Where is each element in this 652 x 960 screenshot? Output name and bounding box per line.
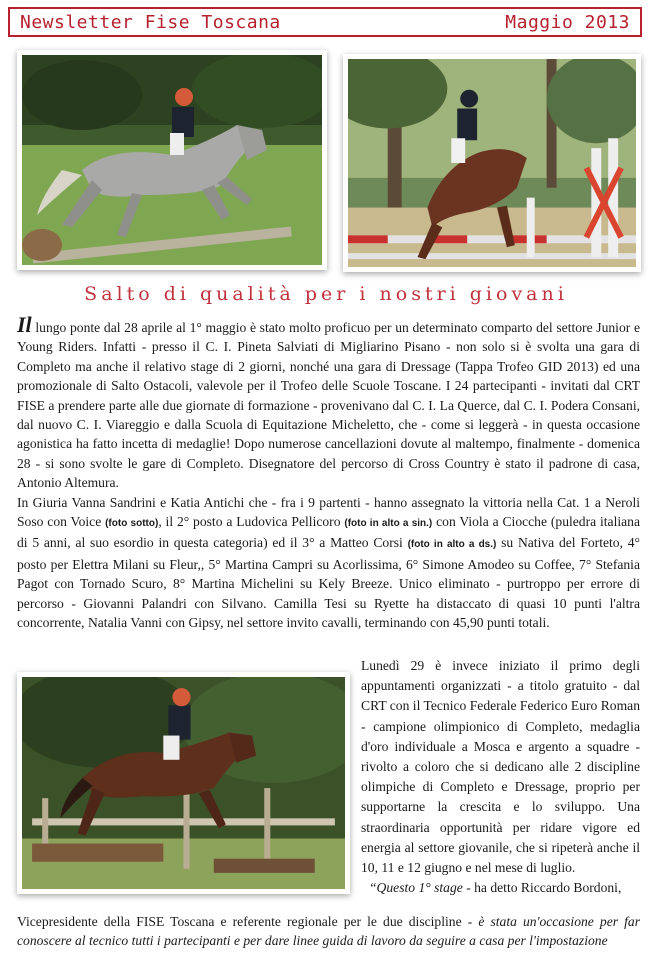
photo-note-below: (foto sotto) xyxy=(105,518,159,530)
newsletter-header xyxy=(8,7,642,37)
quote-text: è stata un'occasione per far conoscere al tecnico tutti i partecipanti e per dare linee guida di lavoro da seguire a casa per l'impostazione xyxy=(17,914,640,949)
paragraph-stage: Lunedì 29 è invece iniziato il primo degli appuntamenti organizzati - a titolo gratuito - dal CRT con il Tecnico Federale Federico Euro Roman - campione olimpionico di Completo, medaglia d'oro individuale a Mosca e argento a squadre - rivolto a coloro che si dedicano alle 2 discipline olimpiche di Completo e Dressage, proprio per supportarne la crescita e lo sviluppo. Una straordinaria opportunità per ridare vigore ed energia al settore giovanile, che si ripeterà anche il 10, 11 e 12 giugno e nel mese di luglio. xyxy=(361,658,640,876)
results-text-3: con Viola a Ciocche (puledra italiana di 5 anni, al suo esordio in questa categoria) ed il 3° a Matteo Corsi xyxy=(17,514,641,551)
newsletter-name: Newsletter Fise Toscana xyxy=(20,11,281,33)
paragraph-results xyxy=(17,493,640,633)
quote-attribution: - ha detto Riccardo Bordoni, xyxy=(462,880,622,896)
issue-date: Maggio 2013 xyxy=(505,11,630,33)
results-text-2: , il 2° posto a Ludovica Pellicoro xyxy=(158,514,345,530)
photo-bay-horse-jump xyxy=(343,54,641,272)
article-title: Salto di qualità per i nostri giovani xyxy=(84,283,568,305)
intro-text: lungo ponte dal 28 aprile al 1° maggio è stato molto proficuo per un determinato comparto del settore Junior e Young Riders. Infatti - presso il C. I. Pineta Salviati di Migliarino Pisano - non solo si è svolta una gara di Completo ma anche il relativo stage di 2 giorni, nonché una gara di Dressage (Tappa Trofeo GID 2013) ed una promozionale di Salto Ostacoli, valevole per il Trofeo delle Scuole Toscane. I 24 partecipanti - invitati dal CRT FISE a prendere parte alle due giornate di formazione - provenivano dal C. I. La Querce, dal C. I. Podera Consani, dal nuovo C. I. Viareggio e dalla Scuola di Equitazione Micheletto, che - come si leggerà - in questa occasione agonistica ha fatto incetta di medaglie! Dopo numerose cancellazioni dovute al maltempo, finalmente - domenica 28 - si sono svolte le gare di Completo. Disegnatore del percorso di Cross Country è stato il padrone di casa, Antonio Altemura. xyxy=(17,320,640,491)
paragraph-quote-start xyxy=(361,878,640,898)
article-tail xyxy=(17,912,640,951)
paragraph-quote xyxy=(17,912,640,951)
results-text-4: su Nativa del Forteto, 4° posto per Elettra Milani su Fleur,, 5° Martina Campri su Acorlissima, 6° Simone Amodeo su Coffee, 7° Stefania Pagot con Tornado Scuro, 8° Martina Michelini su Kely Breeze. Unico eliminato - purtroppo per errore di percorso - Giovanni Palandri con Silvano. Camilla Tesi su Ryette ha distaccato di quasi 10 punti l'altra concorrente, Natalia Vanni con Gipsy, nel settore invito cavalli, terminando con 45,90 punti totali. xyxy=(17,535,640,631)
photo-cross-country-jump xyxy=(17,672,350,894)
photo-note-top-right: (foto in alto a ds.) xyxy=(407,539,497,551)
article-body xyxy=(17,312,641,633)
quote-italic: “Questo 1° stage xyxy=(369,880,463,896)
quote-speaker: Vicepresidente della FISE Toscana e referente regionale per le due discipline - xyxy=(17,914,479,929)
results-text-1: In Giuria Vanna Sandrini e Katia Antichi che - fra i 9 partenti - hanno assegnato la vittoria nella Cat. 1 a Neroli Soso con Voice xyxy=(17,494,640,530)
side-column xyxy=(361,656,640,898)
photo-grey-horse-jump xyxy=(17,50,327,270)
photo-note-top-left: (foto in alto a sin.) xyxy=(344,518,433,530)
paragraph-intro xyxy=(17,312,640,493)
drop-cap: Il xyxy=(17,312,32,337)
